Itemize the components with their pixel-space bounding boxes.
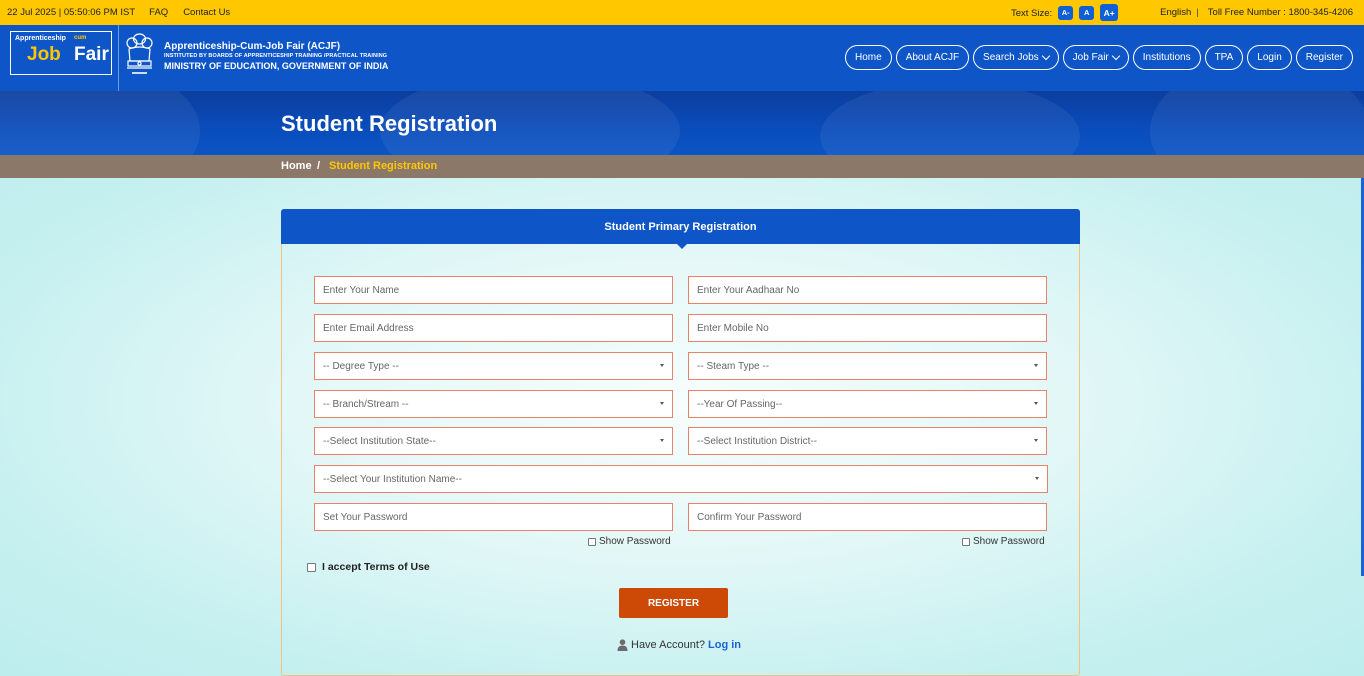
mobile-input[interactable]: Enter Mobile No [688, 314, 1047, 342]
text-size-normal-button[interactable]: A [1079, 6, 1094, 20]
year-of-passing-select[interactable] [688, 390, 1047, 418]
card-header [281, 209, 1080, 244]
institution-name-select[interactable] [314, 465, 1048, 493]
logo-cum-text: cum [74, 35, 87, 41]
header-divider [118, 25, 119, 91]
breadcrumb [0, 155, 1364, 178]
name-input[interactable]: Enter Your Name [314, 276, 673, 304]
card-heading: Student Primary Registration [604, 220, 757, 233]
nav-register[interactable] [1296, 45, 1353, 70]
terms-label: I accept Terms of Use [322, 561, 430, 573]
show-password-label: Show Password [599, 536, 671, 547]
register-button[interactable]: REGISTER [619, 588, 728, 618]
national-emblem-icon [123, 31, 156, 79]
chevron-down-icon [1112, 52, 1120, 60]
main-nav [845, 45, 1353, 70]
year-of-passing-value: --Year Of Passing-- [697, 398, 783, 410]
faq-link[interactable]: FAQ [149, 7, 169, 18]
banner-decoration [0, 91, 200, 155]
logo-job-text: Job [27, 44, 61, 65]
header-notch [676, 243, 688, 249]
org-ministry: MINISTRY OF EDUCATION, GOVERNMENT OF INDIA [164, 61, 389, 71]
text-size-decrease-button[interactable]: A- [1058, 6, 1073, 20]
branch-value: -- Branch/Stream -- [323, 398, 409, 410]
steam-type-select[interactable] [688, 352, 1047, 380]
breadcrumb-separator: / [317, 160, 321, 172]
dropdown-arrow-icon [660, 439, 664, 442]
institution-state-select[interactable] [314, 427, 673, 455]
dropdown-arrow-icon [1035, 477, 1039, 480]
main-content [0, 178, 1364, 676]
nav-about[interactable] [896, 45, 969, 70]
dropdown-arrow-icon [1034, 402, 1038, 405]
banner-decoration [1150, 91, 1364, 155]
topbar-separator: | [1196, 7, 1199, 18]
logo-fair-text: Fair [74, 44, 109, 65]
dropdown-arrow-icon [660, 364, 664, 367]
page-title: Student Registration [281, 111, 498, 136]
breadcrumb-current: Student Registration [329, 160, 438, 172]
org-subtitle: INSTITUTED BY BOARDS OF APPRENTICESHIP TRAINING /PRACTICAL TRAINING [164, 53, 388, 59]
terms-checkbox-row[interactable] [307, 561, 430, 573]
show-confirm-password-label: Show Password [973, 536, 1045, 547]
dropdown-arrow-icon [660, 402, 664, 405]
registration-card [281, 209, 1080, 676]
institution-district-value: --Select Institution District-- [697, 435, 818, 447]
toll-free-number: Toll Free Number : 1800-345-4206 [1207, 7, 1353, 18]
nav-register-label: Register [1305, 52, 1344, 63]
nav-search-jobs[interactable] [973, 45, 1059, 70]
organization-title [164, 41, 388, 71]
language-selector[interactable]: English [1160, 7, 1192, 18]
login-link[interactable]: Log in [708, 639, 741, 651]
datetime: 22 Jul 2025 | 05:50:06 PM IST [7, 7, 136, 18]
text-size-increase-button[interactable]: A+ [1100, 4, 1118, 21]
banner-decoration [820, 91, 1080, 155]
site-header [0, 25, 1364, 91]
password-input[interactable]: Set Your Password [314, 503, 673, 531]
dropdown-arrow-icon [1034, 364, 1038, 367]
institution-district-select[interactable] [688, 427, 1047, 455]
nav-tpa[interactable] [1205, 45, 1244, 70]
nav-institutions[interactable] [1133, 45, 1201, 70]
have-account-text: Have Account? [631, 639, 705, 651]
nav-job-fair[interactable] [1063, 45, 1129, 70]
logo-apprenticeship-text: Apprenticeship [15, 35, 66, 42]
have-account-row [617, 639, 741, 651]
page-banner [0, 91, 1364, 155]
steam-type-value: -- Steam Type -- [697, 360, 770, 372]
email-input[interactable]: Enter Email Address [314, 314, 673, 342]
nav-institutions-label: Institutions [1142, 52, 1191, 63]
contact-link[interactable]: Contact Us [183, 7, 231, 18]
text-size-label: Text Size: [1011, 8, 1053, 19]
user-icon [617, 639, 628, 651]
breadcrumb-home[interactable]: Home [281, 160, 312, 172]
nav-login[interactable] [1247, 45, 1291, 70]
chevron-down-icon [1041, 52, 1049, 60]
nav-tpa-label: TPA [1214, 52, 1234, 63]
show-confirm-password-toggle[interactable] [962, 536, 1045, 547]
nav-home[interactable] [845, 45, 892, 70]
confirm-password-input[interactable]: Confirm Your Password [688, 503, 1047, 531]
nav-login-label: Login [1257, 52, 1282, 63]
show-password-checkbox[interactable] [588, 538, 596, 546]
degree-type-select[interactable] [314, 352, 673, 380]
dropdown-arrow-icon [1034, 439, 1038, 442]
job-fair-logo[interactable] [10, 31, 112, 75]
institution-state-value: --Select Institution State-- [323, 435, 436, 447]
nav-job-fair-label: Job Fair [1072, 52, 1109, 63]
nav-about-label: About ACJF [905, 52, 960, 63]
institution-name-value: --Select Your Institution Name-- [323, 473, 462, 485]
text-size-controls [1011, 4, 1124, 21]
terms-checkbox[interactable] [307, 563, 316, 572]
show-confirm-password-checkbox[interactable] [962, 538, 970, 546]
nav-home-label: Home [855, 52, 882, 63]
org-name: Apprenticeship-Cum-Job Fair (ACJF) [164, 41, 341, 52]
branch-select[interactable] [314, 390, 673, 418]
show-password-toggle[interactable] [588, 536, 671, 547]
top-bar [0, 0, 1364, 25]
degree-type-value: -- Degree Type -- [323, 360, 399, 372]
aadhaar-input[interactable]: Enter Your Aadhaar No [688, 276, 1047, 304]
nav-search-jobs-label: Search Jobs [983, 52, 1039, 63]
